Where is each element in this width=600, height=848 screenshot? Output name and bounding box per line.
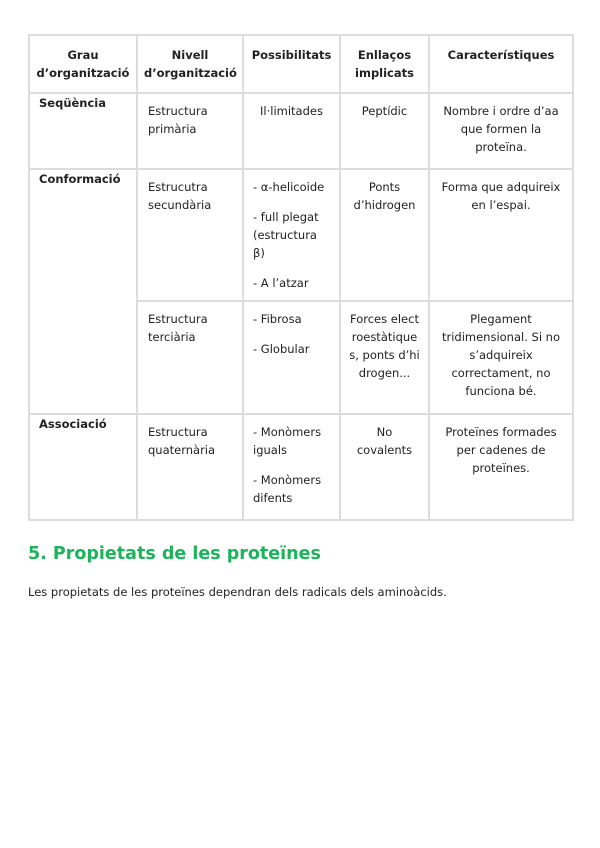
grau-sequencia: Seqüència — [29, 93, 137, 169]
possibilitat-item: - Fibrosa — [253, 312, 302, 326]
possibilitat-item: - A l’atzar — [253, 276, 309, 290]
cell-caracteristiques: Nombre i ordre d’aa que formen la proteïna. — [429, 93, 573, 169]
possibilitat-item: - full plegat (estructura β) — [253, 210, 319, 260]
table-row — [29, 169, 573, 301]
section-paragraph: Les propietats de les proteïnes dependran dels radicals dels aminoàcids. — [28, 585, 447, 599]
possibilitat-item: - Monòmers iguals — [253, 425, 322, 457]
protein-structure-table — [28, 34, 574, 521]
cell-possibilitats — [243, 301, 340, 414]
table-header-row — [29, 35, 573, 93]
possibilitat-item: - α-helicoide — [253, 180, 325, 194]
cell-caracteristiques: Proteïnes formades per cadenes de proteïnes. — [429, 414, 573, 520]
cell-nivell: Estructura primària — [137, 93, 243, 169]
cell-possibilitats — [243, 93, 340, 169]
cell-caracteristiques: Forma que adquireix en l’espai. — [429, 169, 573, 301]
section-heading: 5. Propietats de les proteïnes — [28, 544, 321, 564]
possibilitat-item: - Globular — [253, 342, 310, 356]
header-caracteristiques: Característiques — [429, 35, 573, 93]
grau-associacio: Associació — [29, 414, 137, 520]
cell-caracteristiques: Plegament tridimensional. Si no s’adquireix correctament, no funciona bé. — [429, 301, 573, 414]
header-nivell: Nivell d’organització — [137, 35, 243, 93]
header-grau: Grau d’organització — [29, 35, 137, 93]
grau-conformacio: Conformació — [29, 169, 137, 414]
cell-possibilitats — [243, 169, 340, 301]
cell-nivell: Estructura quaternària — [137, 414, 243, 520]
cell-enllacos: Peptídic — [340, 93, 429, 169]
cell-enllacos: No covalents — [340, 414, 429, 520]
cell-nivell: Estrucutra secundària — [137, 169, 243, 301]
cell-possibilitats — [243, 414, 340, 520]
cell-nivell: Estructura terciària — [137, 301, 243, 414]
possibilitat-item: Il·limitades — [260, 104, 323, 118]
table-row — [29, 414, 573, 520]
cell-enllacos: Ponts d’hidrogen — [340, 169, 429, 301]
table-row — [29, 93, 573, 169]
header-enllacos: Enllaços implicats — [340, 35, 429, 93]
possibilitat-item: - Monòmers difents — [253, 473, 322, 505]
cell-enllacos: Forces electroestàtiques, ponts d’hidrogen... — [340, 301, 429, 414]
header-possibilitats: Possibilitats — [243, 35, 340, 93]
